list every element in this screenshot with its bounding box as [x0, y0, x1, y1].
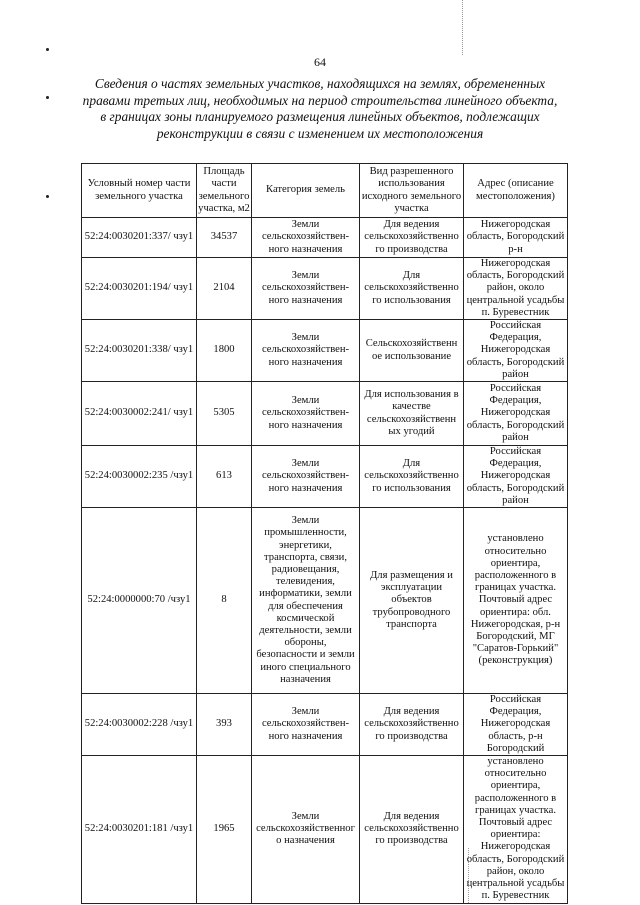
header-use: Вид разрешенного использования исходного земельного участка [360, 164, 464, 218]
table-row [82, 218, 568, 258]
plot-address: Российская Федерация, Нижегородская область, Богородский район [464, 382, 568, 446]
page-number: 64 [314, 55, 326, 69]
plot-area: 393 [197, 694, 252, 756]
plot-area: 1965 [197, 756, 252, 903]
scan-mark [46, 195, 49, 198]
plot-use: Для размещения и эксплуатации объектов трубопроводного транспорта [360, 508, 464, 694]
plot-category: Земли сельскохозяйствен- ного назначения [252, 320, 360, 382]
plot-number: 52:24:0000000:70 /чзу1 [82, 508, 197, 694]
plot-address: Российская Федерация, Нижегородская область, Богородский район [464, 446, 568, 508]
plot-area: 613 [197, 446, 252, 508]
plot-address: Российская Федерация, Нижегородская область, Богородский район [464, 320, 568, 382]
plot-address: установлено относительно ориентира, расположенного в границах участка. Почтовый адрес ориентира: Нижегородская область, Богородский район, около центральной усадьбы п. Буревестник [464, 756, 568, 903]
plot-address: Нижегородская область, Богородский р-н [464, 218, 568, 258]
plot-number: 52:24:0030002:228 /чзу1 [82, 694, 197, 756]
plot-category: Земли сельскохозяйствен- ного назначения [252, 446, 360, 508]
plot-category: Земли промышленности, энергетики, транспорта, связи, радиовещания, телевидения, информатики, земли для обеспечения космической деятельности, земли обороны, безопасности и земли иного специального назначения [252, 508, 360, 694]
plot-use: Для сельскохозяйственно го использования [360, 446, 464, 508]
header-area: Площадь части земельного участка, м2 [197, 164, 252, 218]
plot-number: 52:24:0030201:181 /чзу1 [82, 756, 197, 903]
plot-number: 52:24:0030201:337/ чзу1 [82, 218, 197, 258]
header-number: Условный номер части земельного участка [82, 164, 197, 218]
scan-fold-line [462, 0, 464, 55]
plot-category: Земли сельскохозяйствен- ного назначения [252, 694, 360, 756]
table-row [82, 694, 568, 756]
plot-number: 52:24:0030002:241/ чзу1 [82, 382, 197, 446]
plot-area: 2104 [197, 258, 252, 320]
plot-use: Для ведения сельскохозяйственно го производства [360, 756, 464, 903]
plot-use: Сельскохозяйственн ое использование [360, 320, 464, 382]
header-address: Адрес (описание местоположения) [464, 164, 568, 218]
plot-use: Для ведения сельскохозяйственно го производства [360, 694, 464, 756]
plot-address: установлено относительно ориентира, расположенного в границах участка. Почтовый адрес ориентира: обл. Нижегородская, р-н Богородский, МГ "Саратов-Горький" (реконструкция) [464, 508, 568, 694]
table-row [82, 382, 568, 446]
plot-use: Для использования в качестве сельскохозяйственн ых угодий [360, 382, 464, 446]
plot-number: 52:24:0030201:338/ чзу1 [82, 320, 197, 382]
plot-address: Нижегородская область, Богородский район, около центральной усадьбы п. Буревестник [464, 258, 568, 320]
table-row [82, 446, 568, 508]
scan-mark [46, 48, 49, 51]
plot-number: 52:24:0030201:194/ чзу1 [82, 258, 197, 320]
document-heading: Сведения о частях земельных участков, находящихся на землях, обремененных правами третьих лиц, необходимых на период строительства линейного объекта, в границах зоны планируемого размещения линейных объектов, подлежащих реконструкции в связи с изменением их местоположения [82, 76, 558, 141]
table-header-row [82, 164, 568, 218]
plot-use: Для ведения сельскохозяйственно го производства [360, 218, 464, 258]
table-row [82, 258, 568, 320]
plot-category: Земли сельскохозяйственног о назначения [252, 756, 360, 903]
plot-number: 52:24:0030002:235 /чзу1 [82, 446, 197, 508]
land-plots-table [81, 163, 568, 904]
plot-category: Земли сельскохозяйствен- ного назначения [252, 258, 360, 320]
plot-area: 5305 [197, 382, 252, 446]
plot-area: 8 [197, 508, 252, 694]
table-row [82, 508, 568, 694]
plot-area: 1800 [197, 320, 252, 382]
plot-address: Российская Федерация, Нижегородская область, р-н Богородский [464, 694, 568, 756]
plot-category: Земли сельскохозяйствен- ного назначения [252, 218, 360, 258]
plot-area: 34537 [197, 218, 252, 258]
table-row [82, 320, 568, 382]
plot-category: Земли сельскохозяйствен- ного назначения [252, 382, 360, 446]
plot-use: Для сельскохозяйственно го использования [360, 258, 464, 320]
header-category: Категория земель [252, 164, 360, 218]
scan-mark [46, 96, 49, 99]
table-row [82, 756, 568, 903]
